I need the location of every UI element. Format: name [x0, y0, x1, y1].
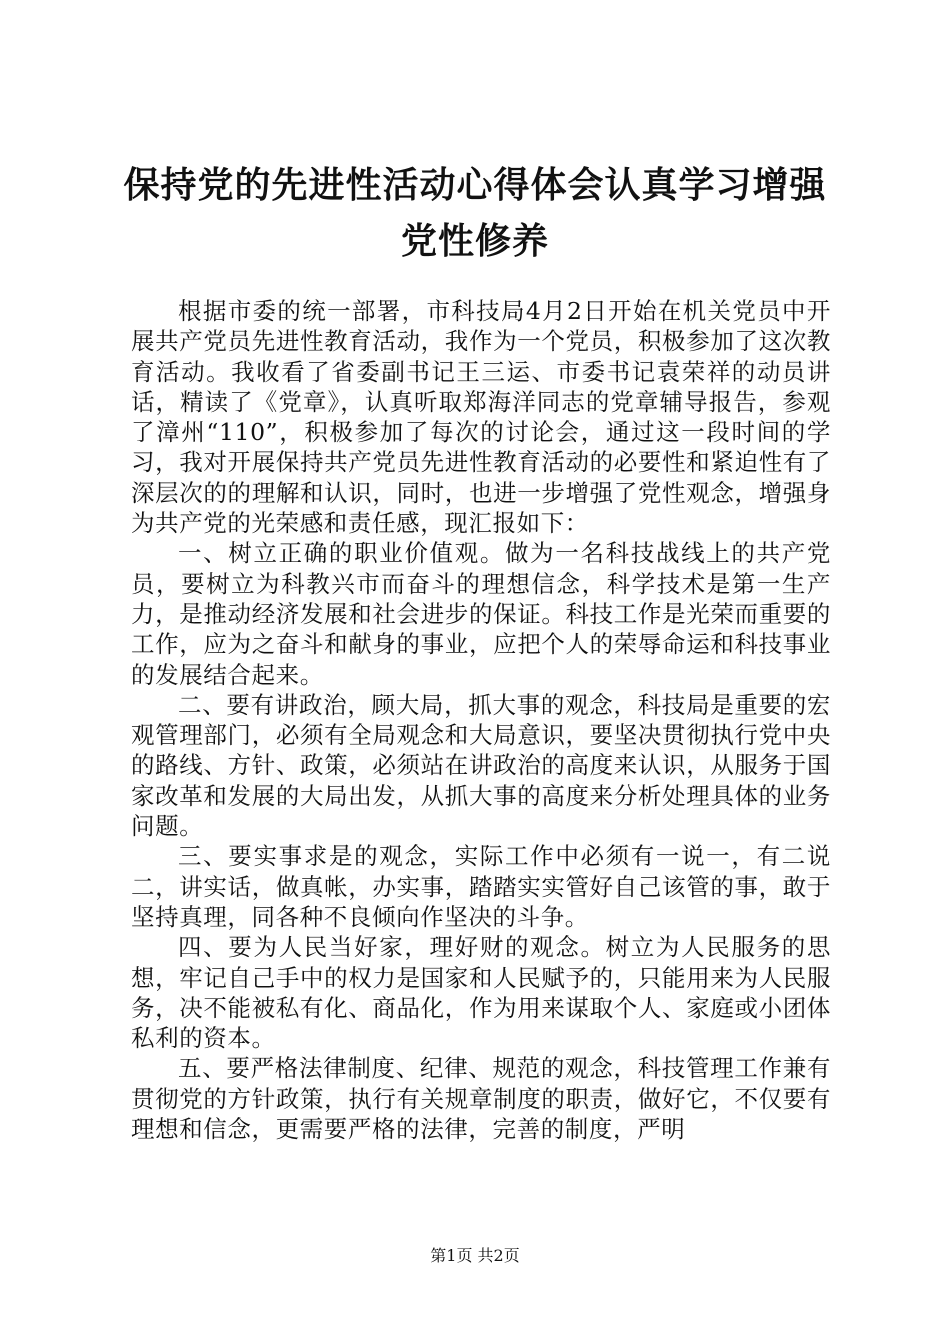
paragraph-point-4: 四、要为人民当好家，理好财的观念。树立为人民服务的思想，牢记自己手中的权力是国家和人民赋予的，只能用来为人民服务，决不能被私有化、商品化，作为用来谋取个人、家庭或小团体私利的资本。 — [131, 933, 831, 1053]
paragraph-intro: 根据市委的统一部署，市科技局4月2日开始在机关党员中开展共产党员先进性教育活动，我作为一个党员，积极参加了这次教育活动。我收看了省委副书记王三运、市委书记袁荣祥的动员讲话，精读了《党章》，认真听取郑海洋同志的党章辅导报告，参观了漳州“110”，积极参加了每次的讨论会，通过这一段时间的学习，我对开展保持共产党员先进性教育活动的必要性和紧迫性有了深层次的的理解和认识，同时，也进一步增强了党性观念，增强身为共产党的光荣感和责任感，现汇报如下： — [131, 297, 831, 538]
paragraph-point-1: 一、树立正确的职业价值观。做为一名科技战线上的共产党员，要树立为科教兴市而奋斗的理想信念，科学技术是第一生产力，是推动经济发展和社会进步的保证。科技工作是光荣而重要的工作，应为之奋斗和献身的事业，应把个人的荣辱命运和科技事业的发展结合起来。 — [131, 539, 831, 689]
paragraph-point-5: 五、要严格法律制度、纪律、规范的观念，科技管理工作兼有贯彻党的方针政策，执行有关规章制度的职责，做好它，不仅要有理想和信念，更需要严格的法律，完善的制度，严明 — [131, 1054, 831, 1144]
document-body — [131, 296, 831, 1144]
paragraph-point-2: 二、要有讲政治，顾大局，抓大事的观念，科技局是重要的宏观管理部门，必须有全局观念和大局意识，要坚决贯彻执行党中央的路线、方针、政策，必须站在讲政治的高度来认识，从服务于国家改革和发展的大局出发，从抓大事的高度来分析处理具体的业务问题。 — [131, 690, 831, 841]
document-title: 保持党的先进性活动心得体会认真学习增强党性修养 — [123, 165, 827, 262]
paragraph-point-3: 三、要实事求是的观念，实际工作中必须有一说一，有二说二，讲实话，做真帐，办实事，踏踏实实管好自己该管的事，敢于坚持真理，同各种不良倾向作坚决的斗争。 — [131, 842, 831, 931]
page-number-footer: 第1页 共2页 — [430, 1246, 520, 1265]
